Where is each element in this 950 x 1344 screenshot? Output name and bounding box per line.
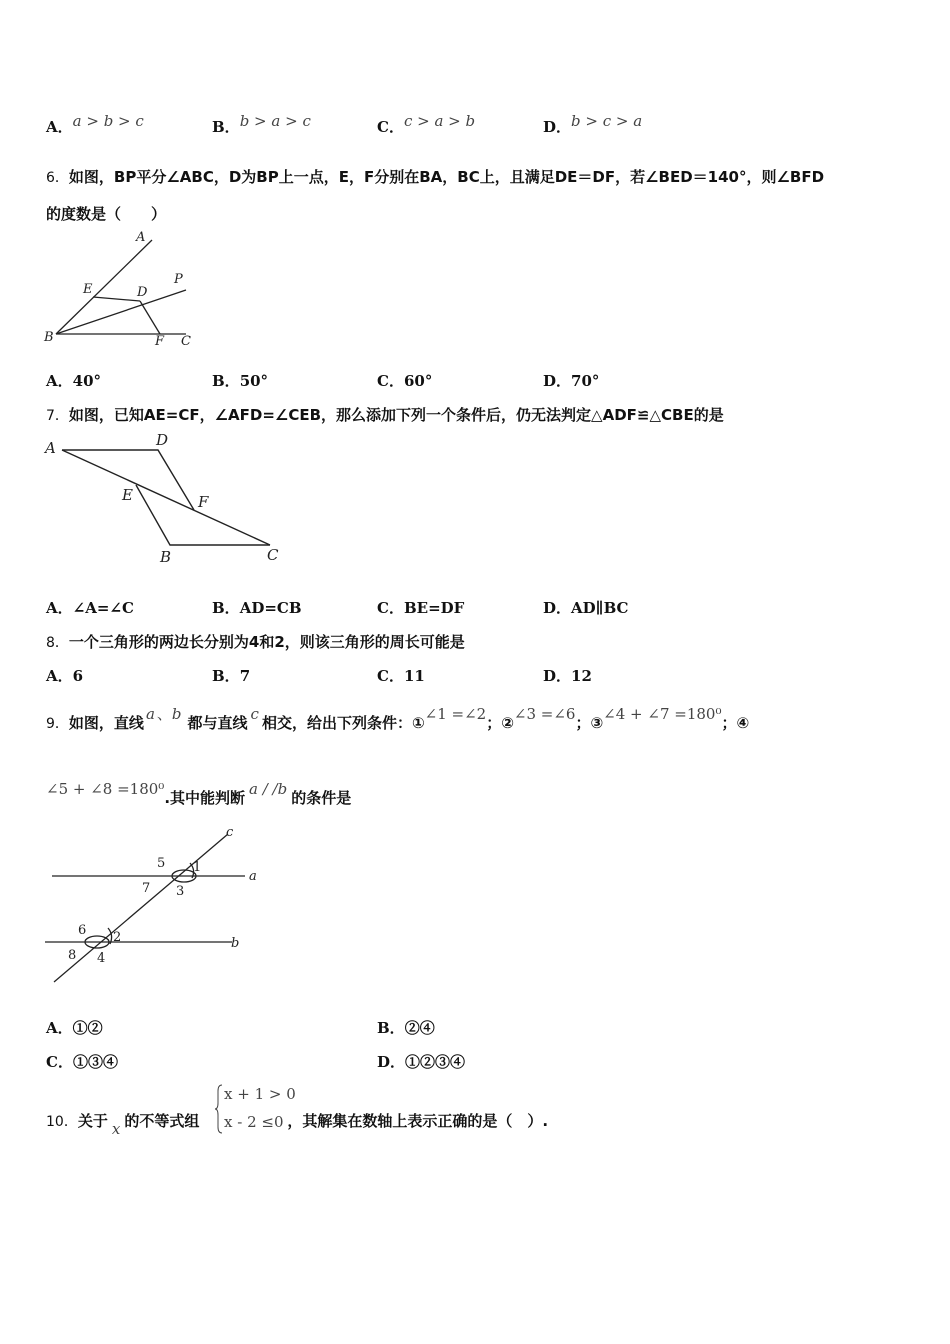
q10-text-2: 的不等式组 — [124, 1112, 200, 1130]
condition-4: ∠5 + ∠8 =180⁰ — [46, 780, 165, 798]
option-value: AD∥BC — [571, 599, 629, 617]
option-letter: C． — [377, 667, 404, 685]
q8-option-d[interactable] — [543, 665, 592, 686]
q6-text: 如图，BP平分∠ABC，D为BP上一点，E，F分别在BA，BC上，且满足DE＝DF，若∠BED＝140°，则∠BFD — [68, 168, 825, 186]
option-value: 70° — [571, 372, 600, 390]
label-c: C — [267, 546, 279, 564]
label-e: E — [83, 282, 93, 297]
separator: 、 — [156, 705, 172, 723]
q8-option-b[interactable] — [212, 665, 250, 686]
q9-text-8: 的条件是 — [291, 789, 352, 807]
option-letter: B． — [212, 118, 240, 136]
label-c: c — [226, 825, 234, 840]
q5-option-a[interactable] — [46, 112, 144, 137]
option-letter: D． — [377, 1053, 406, 1071]
line-c-symbol: c — [250, 705, 259, 723]
q9-text-2: 都与直线 — [187, 714, 248, 732]
label-a: A — [45, 439, 56, 457]
option-expr: b > a > c — [239, 112, 311, 130]
label-a: A — [136, 230, 146, 245]
option-value: 50° — [239, 372, 269, 390]
q5-option-b[interactable] — [212, 112, 311, 137]
option-value: ∠A=∠C — [72, 599, 134, 617]
q8-stem — [46, 631, 465, 652]
angle-label-3: 3 — [176, 884, 185, 899]
inequality-2: x - 2 ≤0 — [224, 1113, 284, 1131]
label-b: B — [160, 548, 172, 566]
option-letter: A． — [46, 599, 73, 617]
question-number: 10． — [46, 1114, 78, 1130]
option-letter: B． — [212, 372, 240, 390]
q9-option-c[interactable] — [46, 1051, 118, 1072]
option-expr: a > b > c — [72, 112, 144, 130]
label-f: F — [155, 334, 165, 349]
q8-option-c[interactable] — [377, 665, 425, 686]
q9-text-6: ；④ — [721, 714, 750, 732]
option-letter: D． — [543, 599, 572, 617]
question-number: 7． — [46, 408, 69, 424]
q7-option-d[interactable] — [543, 597, 629, 618]
q7-stem — [46, 404, 724, 425]
option-value: ①② — [72, 1019, 103, 1037]
q7-figure — [40, 428, 290, 568]
label-e: E — [122, 486, 133, 504]
ray-bp — [56, 290, 186, 334]
condition-1: ∠1 =∠2 — [424, 705, 487, 723]
angle-label-5: 5 — [157, 856, 166, 871]
option-letter: C． — [377, 599, 404, 617]
q7-option-c[interactable] — [377, 597, 464, 618]
option-value: BE=DF — [403, 599, 465, 617]
option-letter: B． — [212, 667, 240, 685]
variable-x: x — [111, 1120, 121, 1138]
q9-option-a[interactable] — [46, 1017, 103, 1038]
q7-option-b[interactable] — [212, 597, 302, 618]
condition-2: ∠3 =∠6 — [513, 705, 576, 723]
q6-figure — [40, 228, 210, 352]
option-letter: D． — [543, 372, 572, 390]
option-letter: C． — [377, 372, 404, 390]
label-b: b — [231, 936, 240, 951]
q9-text-1: 如图，直线 — [68, 714, 144, 732]
option-letter: A． — [46, 372, 73, 390]
question-number: 9． — [46, 716, 69, 732]
label-a: a — [249, 869, 257, 884]
option-value: 60° — [403, 372, 433, 390]
q8-text: 一个三角形的两边长分别为4和2，则该三角形的周长可能是 — [68, 633, 465, 651]
q7-text: 如图，已知AE=CF，∠AFD=∠CEB，那么添加下列一个条件后，仍无法判定△ADF≌△CBE的是 — [68, 406, 724, 424]
question-number: 6． — [46, 170, 69, 186]
q6-stem-line2: 的度数是（ ） — [46, 205, 167, 223]
option-letter: B． — [212, 599, 240, 617]
inequality-system — [214, 1083, 300, 1135]
option-value: AD=CB — [239, 599, 302, 617]
q6-option-b[interactable] — [212, 370, 268, 391]
q6-option-a[interactable] — [46, 370, 101, 391]
condition-3: ∠4 + ∠7 =180⁰ — [603, 705, 722, 723]
q9-text-4: ；② — [486, 714, 514, 732]
q8-option-a[interactable] — [46, 665, 83, 686]
option-letter: B． — [377, 1019, 405, 1037]
angle-label-1: 1 — [193, 860, 202, 875]
label-b: B — [44, 330, 54, 345]
label-c: C — [181, 334, 191, 349]
q10-text-3: ，其解集在数轴上表示正确的是（ ）. — [287, 1112, 549, 1130]
q5-option-d[interactable] — [543, 112, 643, 137]
option-value: 40° — [72, 372, 102, 390]
label-d: D — [137, 285, 148, 300]
segment-df — [140, 301, 160, 334]
line-a-symbol: a — [145, 705, 155, 723]
q9-text-5: ；③ — [575, 714, 604, 732]
q9-text-3: 相交，给出下列条件：① — [261, 714, 425, 732]
option-letter: D． — [543, 118, 572, 136]
q9-option-b[interactable] — [377, 1017, 435, 1038]
q9-option-d[interactable] — [377, 1051, 465, 1072]
q10-text-1: 关于 — [77, 1112, 108, 1130]
angle-label-4: 4 — [97, 951, 106, 966]
option-expr: c > a > b — [403, 112, 476, 130]
q6-stem-line1 — [46, 166, 824, 187]
option-value: ②④ — [404, 1019, 435, 1037]
angle-label-7: 7 — [142, 881, 151, 896]
condition-parallel: a / /b — [249, 780, 288, 798]
left-brace-icon — [214, 1083, 224, 1135]
option-letter: A． — [46, 667, 73, 685]
option-letter: D． — [543, 667, 572, 685]
option-letter: A． — [46, 1019, 73, 1037]
option-letter: C． — [46, 1053, 73, 1071]
option-value: ①②③④ — [405, 1053, 466, 1071]
q9-figure — [40, 820, 280, 992]
option-value: ①③④ — [72, 1053, 118, 1071]
q7-option-a[interactable] — [46, 597, 134, 618]
option-letter: A． — [46, 118, 73, 136]
label-p: P — [174, 272, 183, 287]
q5-option-c[interactable] — [377, 112, 476, 137]
question-number: 8． — [46, 635, 69, 651]
option-value: 6 — [72, 667, 84, 685]
q9-stem-line2 — [46, 780, 352, 808]
label-f: F — [198, 493, 209, 511]
option-value: 7 — [239, 667, 251, 685]
angle-label-8: 8 — [68, 948, 77, 963]
q6-option-d[interactable] — [543, 370, 599, 391]
option-letter: C． — [377, 118, 404, 136]
line-c — [54, 834, 228, 982]
q9-stem-line1 — [46, 705, 750, 733]
q6-option-c[interactable] — [377, 370, 432, 391]
angle-label-6: 6 — [78, 923, 87, 938]
option-expr: b > c > a — [571, 112, 643, 130]
option-value: 11 — [403, 667, 425, 685]
segment-ed — [93, 297, 140, 301]
line-b-symbol: b — [171, 705, 182, 723]
q9-text-7: .其中能判断 — [164, 789, 246, 807]
label-d: D — [156, 431, 169, 449]
option-value: 12 — [571, 667, 592, 685]
inequality-1: x + 1 > 0 — [224, 1085, 296, 1103]
angle-label-2: 2 — [113, 930, 122, 945]
